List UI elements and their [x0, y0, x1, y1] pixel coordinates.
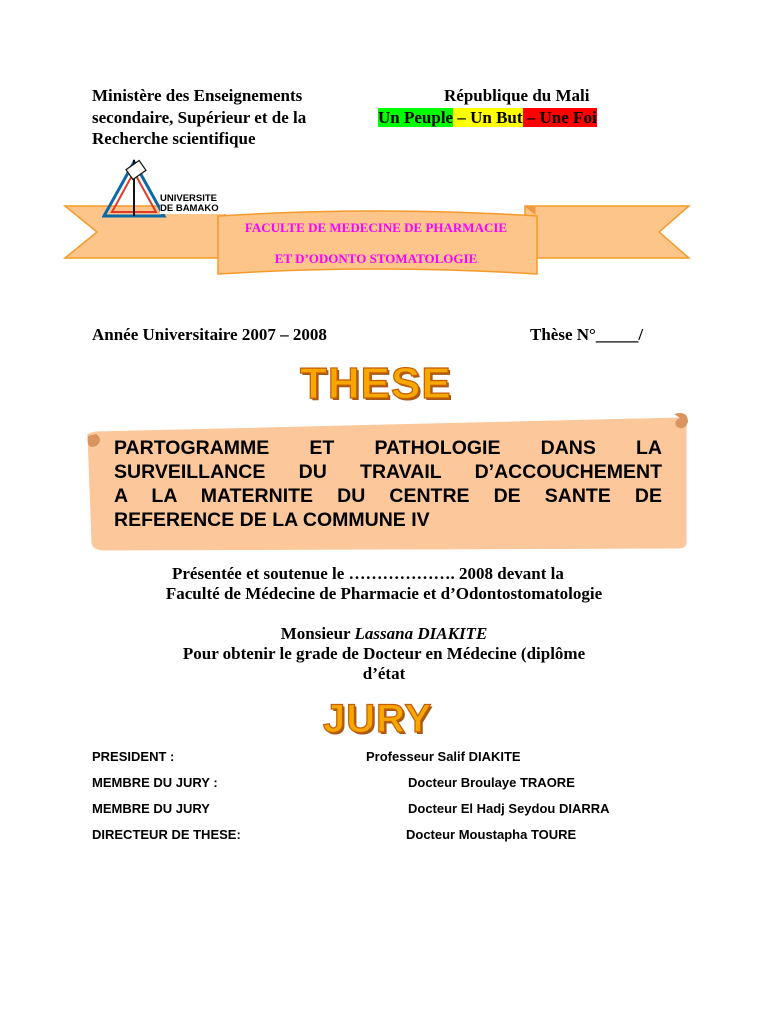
- logo-line-1: UNIVERSITE: [160, 193, 218, 204]
- candidate-name: Lassana DIAKITE: [354, 624, 488, 643]
- national-motto: [378, 108, 597, 128]
- thesis-title: [114, 436, 662, 532]
- motto-part-3: Une Foi: [539, 108, 597, 127]
- jury-role-member-1: MEMBRE DU JURY :: [92, 775, 218, 790]
- degree-purpose-line-2: d’état: [362, 664, 406, 683]
- motto-separator-1: –: [453, 108, 471, 127]
- thesis-title-line-2: SURVEILLANCE DU TRAVAIL D’ACCOUCHEMENT: [114, 461, 662, 483]
- thesis-title-line-1: PARTOGRAMME ET PATHOLOGIE DANS LA: [114, 437, 662, 459]
- candidate-line: [0, 624, 768, 644]
- motto-separator-2: –: [522, 108, 540, 127]
- jury-heading: JURY: [323, 697, 433, 741]
- faculty-line-2: ET D’ODONTO STOMATOLOGIE: [274, 251, 478, 266]
- university-logo: [102, 158, 234, 220]
- republic-title: République du Mali: [444, 86, 590, 105]
- these-heading: THESE: [300, 359, 452, 408]
- thesis-title-line-4: REFERENCE DE LA COMMUNE IV: [114, 509, 430, 531]
- ministry-line-2: secondaire, Supérieur et de la: [92, 108, 307, 127]
- ministry-line-1: Ministère des Enseignements: [92, 86, 303, 105]
- jury-name-member-1: Docteur Broulaye TRAORE: [408, 775, 575, 790]
- jury-role-president: PRESIDENT :: [92, 749, 175, 764]
- banner-right-tail: [525, 206, 689, 258]
- candidate-prefix: Monsieur: [280, 624, 355, 643]
- jury-name-president: Professeur Salif DIAKITE: [366, 749, 521, 764]
- degree-purpose-line-1: Pour obtenir le grade de Docteur en Médecine (diplôme: [182, 644, 586, 663]
- jury-name-director: Docteur Moustapha TOURE: [406, 827, 577, 842]
- thesis-title-line-3: A LA MATERNITE DU CENTRE DE SANTE DE: [114, 485, 662, 507]
- motto-part-2: Un But: [470, 108, 523, 127]
- academic-year: Année Universitaire 2007 – 2008: [92, 325, 327, 344]
- presentation-line-2: Faculté de Médecine de Pharmacie et d’Odontostomatologie: [165, 584, 603, 603]
- ministry-line-3: Recherche scientifique: [92, 129, 256, 148]
- presentation-line-1: Présentée et soutenue le ………………. 2008 devant la: [172, 564, 564, 583]
- jury-name-member-2: Docteur El Hadj Seydou DIARRA: [408, 801, 610, 816]
- thesis-number: Thèse N°_____/: [530, 325, 644, 344]
- logo-line-2: DE BAMAKO: [160, 203, 219, 214]
- motto-part-1: Un Peuple: [378, 108, 454, 127]
- jury-role-director: DIRECTEUR DE THESE:: [92, 827, 241, 842]
- faculty-line-1: FACULTE DE MEDECINE DE PHARMACIE: [244, 220, 508, 235]
- jury-role-member-2: MEMBRE DU JURY: [92, 801, 210, 816]
